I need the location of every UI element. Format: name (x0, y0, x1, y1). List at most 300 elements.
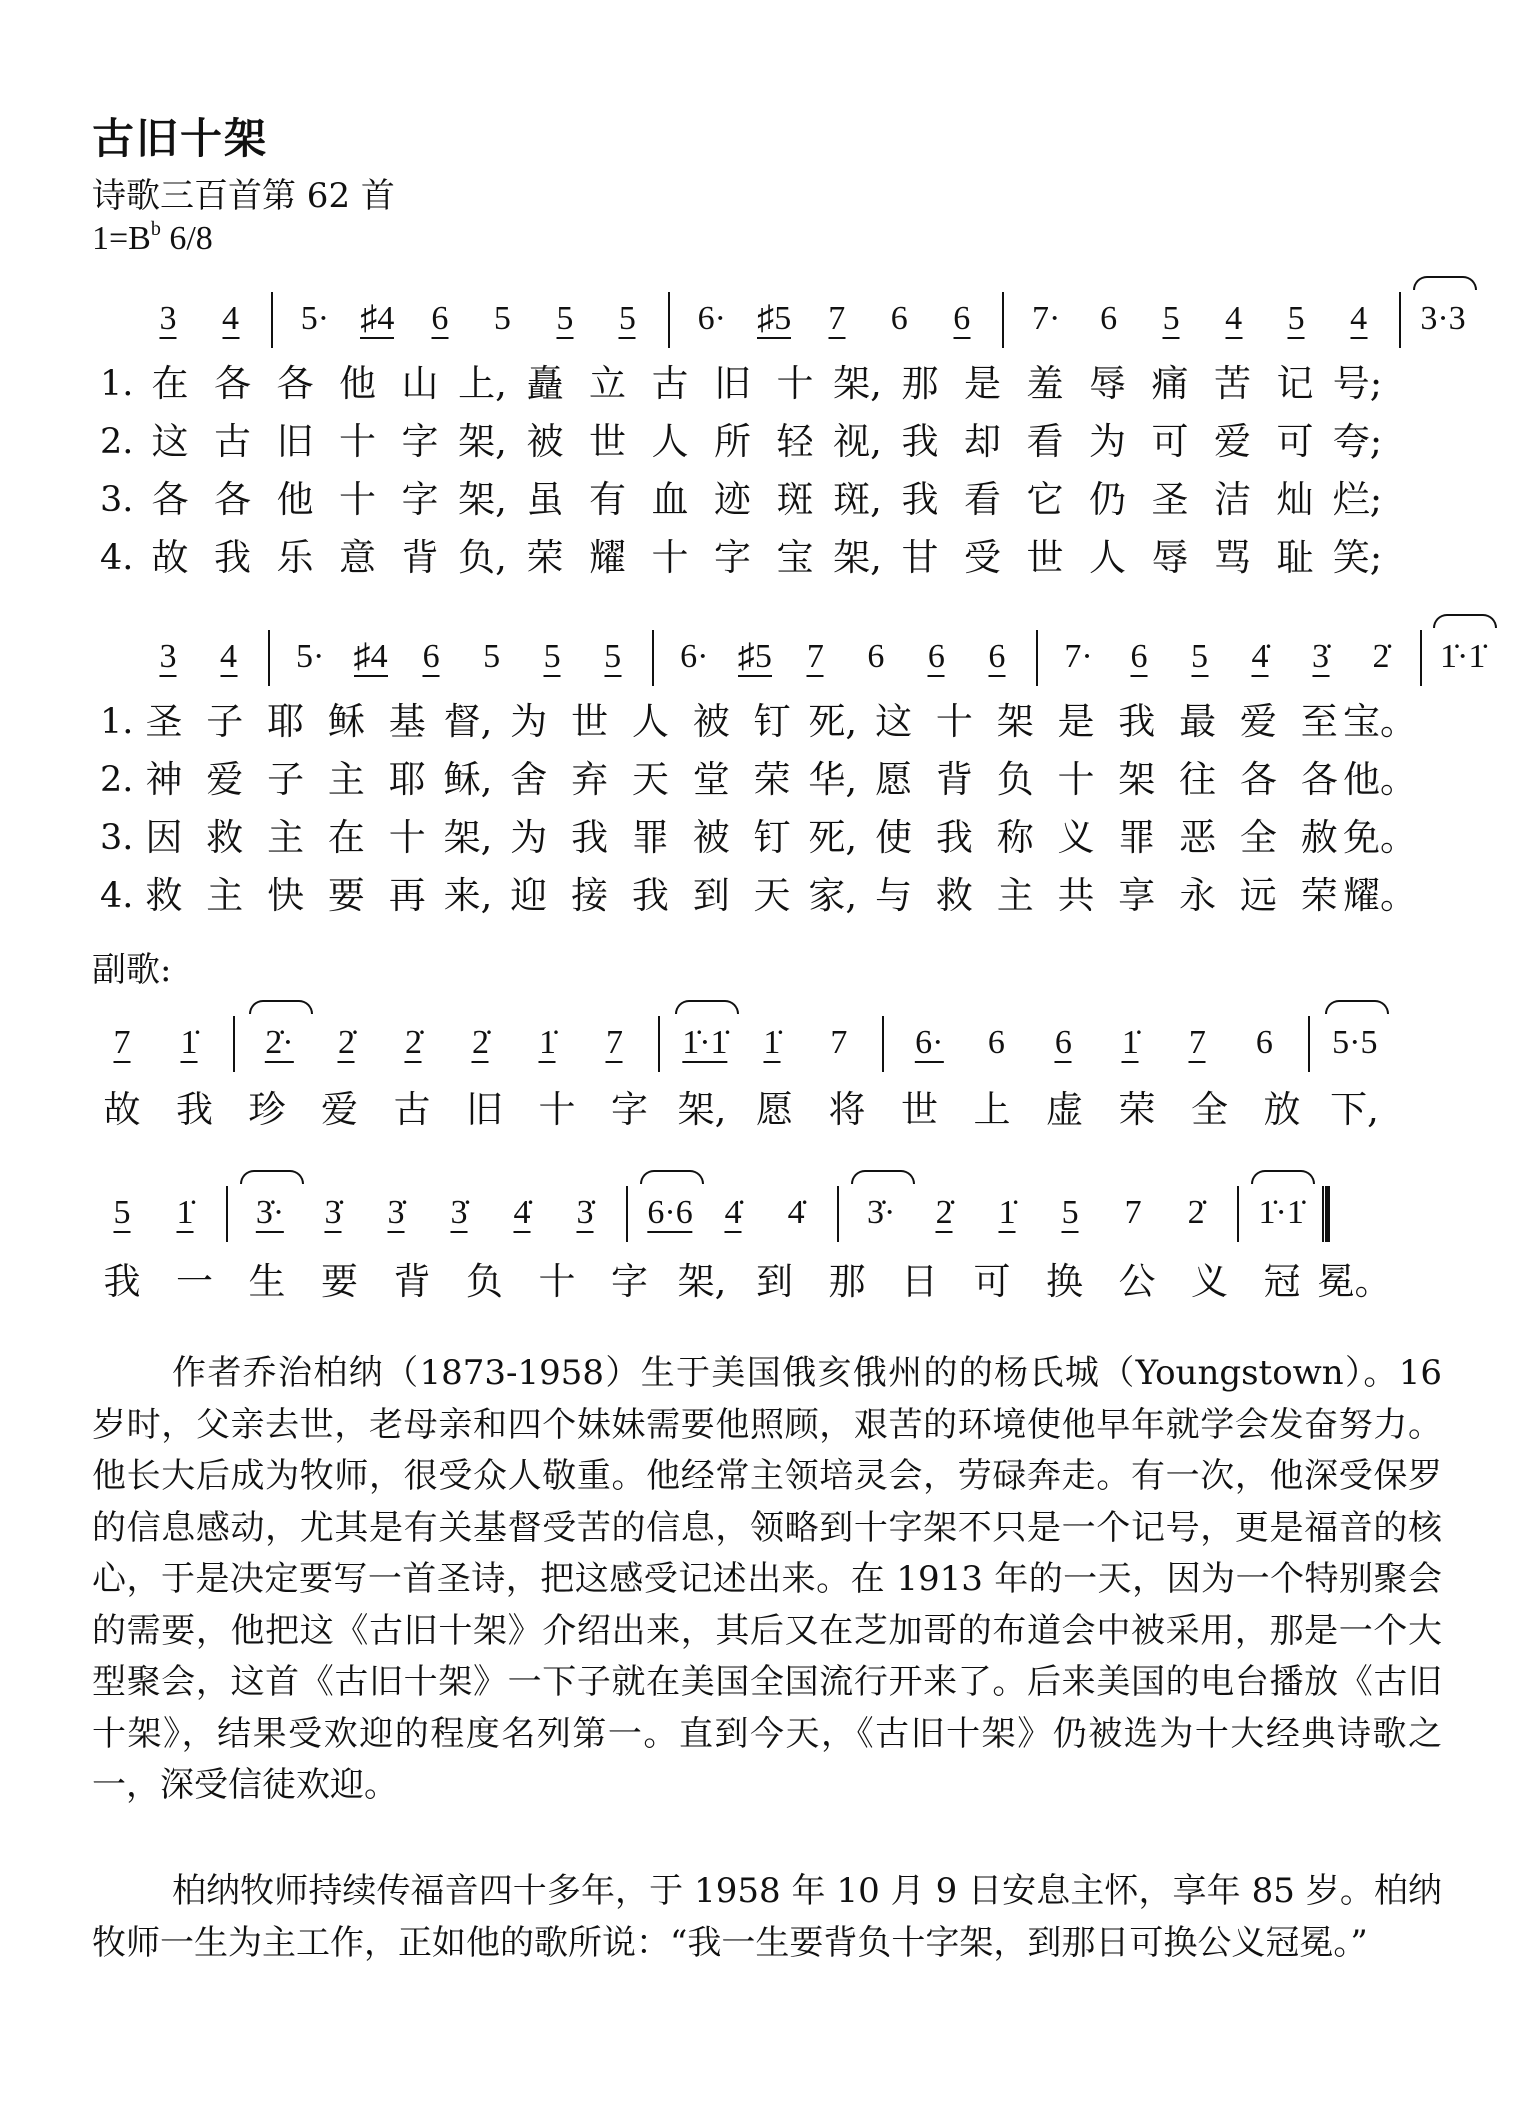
verse-3-line-2 (0, 816, 1532, 862)
lyric-syllable: 荣 (1118, 1088, 1156, 1131)
verse-2-line-2 (0, 758, 1532, 804)
lyric-syllable: 各 (214, 362, 251, 405)
tie-arc (240, 1170, 304, 1184)
note: 1̇ (176, 1194, 194, 1231)
lyric-syllable: 冠 (1263, 1260, 1301, 1303)
verse-number: 4. (100, 538, 134, 578)
note: 6 (422, 638, 440, 675)
note: 5 (1191, 638, 1209, 675)
lyric-syllable: 十 (538, 1088, 576, 1131)
lyric-syllable: 架, (833, 536, 882, 579)
lyric-syllable: 弃 (571, 758, 609, 801)
note: 3·3 (1420, 300, 1466, 337)
lyric-syllable: 死, (808, 816, 858, 859)
lyric-syllable: 各 (1239, 758, 1277, 801)
note: 2̇ (1187, 1194, 1205, 1231)
lyric-syllable: 恶 (1179, 816, 1217, 859)
lyric-syllable: 架 (1118, 758, 1156, 801)
lyric-syllable: 我 (901, 478, 939, 521)
lyric-syllable: 荣 (753, 758, 791, 801)
lyric-syllable: 山 (401, 362, 439, 405)
lyric-syllable: 来, (443, 874, 493, 917)
lyric-syllable: 救 (145, 874, 183, 917)
author-closing: 柏纳牧师持续传福音四十多年，于 1958 年 10 月 9 日安息主怀，享年 85 岁。柏纳牧师一生为主工作，正如他的歌所说：“我一生要背负十字架，到那日可换公义冠冕。” (92, 1871, 1442, 1963)
lyric-syllable: 与 (875, 874, 913, 917)
hymnal-reference: 诗歌三百首第 62 首 (92, 176, 395, 216)
lyric-syllable: 背 (393, 1260, 431, 1303)
note: 5 (1061, 1194, 1079, 1231)
lyric-syllable: 负 (466, 1260, 503, 1303)
lyric-syllable: 虽 (526, 478, 564, 521)
lyric-syllable: 我 (176, 1088, 213, 1131)
verse-number: 1. (100, 364, 134, 404)
lyric-syllable: 十 (651, 536, 689, 579)
note: 1̇·1̇ (682, 1024, 728, 1061)
lyric-syllable: 人 (1089, 536, 1126, 579)
lyric-syllable: 子 (267, 758, 305, 801)
note: 3 (159, 638, 177, 675)
note: 7· (1031, 300, 1061, 337)
verse-number: 4. (100, 876, 134, 916)
lyric-syllable: 子 (206, 700, 244, 743)
lyric-syllable: 我 (103, 1260, 141, 1303)
lyric-syllable: 我 (571, 816, 609, 859)
lyric-syllable: 字 (611, 1260, 648, 1303)
lyric-syllable: 故 (103, 1088, 141, 1131)
lyric-syllable: 羞 (1026, 362, 1064, 405)
lyric-syllable: 血 (651, 478, 689, 521)
lyric-syllable: 迎 (510, 874, 548, 917)
lyric-syllable: 公 (1118, 1260, 1156, 1303)
lyric-syllable: 人 (631, 700, 669, 743)
verse-2-line-1 (0, 420, 1532, 466)
lyric-syllable: 十 (776, 362, 814, 405)
note: ♯4 (360, 300, 395, 337)
lyric-syllable: 钉 (753, 816, 791, 859)
lyric-syllable: 世 (901, 1088, 938, 1131)
lyric-syllable: 共 (1057, 874, 1095, 917)
notation-line-2 (0, 640, 1532, 696)
bar-line (268, 630, 270, 686)
lyric-syllable: 字 (401, 420, 439, 463)
lyric-syllable: 负, (458, 536, 507, 579)
lyric-syllable: 人 (651, 420, 689, 463)
note: 7 (830, 1024, 848, 1061)
lyric-syllable: 圣 (1151, 478, 1189, 521)
lyric-syllable: 却 (964, 420, 1001, 463)
lyric-syllable: 主 (206, 874, 244, 917)
lyric-syllable: 可 (973, 1260, 1011, 1303)
verse-4-line-1 (0, 536, 1532, 582)
note: 7 (1188, 1024, 1206, 1061)
note: 3̇· (255, 1194, 285, 1231)
note: 6 (987, 1024, 1005, 1061)
verse-1-line-2 (0, 700, 1532, 746)
note: 2̇ (337, 1024, 355, 1061)
lyric-syllable: 爱 (206, 758, 244, 801)
bar-line (1399, 292, 1401, 348)
lyric-syllable: 意 (339, 536, 376, 579)
note: 5· (300, 300, 330, 337)
note: 2̇ (935, 1194, 953, 1231)
bar-line (1036, 630, 1038, 686)
note: ♯5 (757, 300, 792, 337)
note: 6 (867, 638, 885, 675)
lyric-syllable: 这 (151, 420, 189, 463)
verse-number: 3. (100, 480, 134, 520)
lyric-syllable: 主 (327, 758, 365, 801)
lyric-syllable: 往 (1179, 758, 1217, 801)
lyric-syllable: 被 (692, 816, 730, 859)
lyric-syllable: 十 (339, 478, 376, 521)
bar-line (668, 292, 670, 348)
lyric-syllable: 轻 (776, 420, 814, 463)
verse-1-line-1 (0, 362, 1532, 408)
bar-line (1002, 292, 1004, 348)
lyric-syllable: 永 (1179, 874, 1217, 917)
note: 5·5 (1332, 1024, 1378, 1061)
lyric-syllable: 圣 (145, 700, 183, 743)
lyric-syllable: 十 (339, 420, 376, 463)
lyric-syllable: 全 (1239, 816, 1277, 859)
lyric-syllable: 斑 (776, 478, 814, 521)
lyric-syllable: 一 (176, 1260, 213, 1303)
lyric-syllable: 宝 (776, 536, 814, 579)
lyric-syllable: 钉 (753, 700, 791, 743)
note: 6·6 (647, 1194, 693, 1231)
note: 7 (605, 1024, 623, 1061)
lyric-syllable: 天 (753, 874, 791, 917)
lyric-syllable: 上, (458, 362, 507, 405)
lyric-syllable: 看 (964, 478, 1001, 521)
lyric-syllable: 灿 (1276, 478, 1314, 521)
lyric-syllable: 古 (393, 1088, 431, 1131)
verse-number: 2. (100, 760, 134, 800)
lyric-syllable: 矗 (526, 362, 564, 405)
lyric-syllable: 珍 (248, 1088, 286, 1131)
note: 4 (1350, 300, 1368, 337)
note: 5 (556, 300, 574, 337)
lyric-syllable: 十 (538, 1260, 576, 1303)
bar-line (233, 1016, 235, 1072)
note: 1̇ (538, 1024, 556, 1061)
lyric-syllable: 这 (875, 700, 913, 743)
lyric-syllable: 可 (1151, 420, 1189, 463)
lyric-syllable: 华, (808, 758, 858, 801)
note: 4̇ (724, 1194, 742, 1231)
note: 5 (1162, 300, 1180, 337)
lyric-syllable: 下, (1330, 1088, 1379, 1131)
note: 4 (222, 300, 239, 337)
notation-line-1 (0, 302, 1532, 358)
lyric-syllable: 最 (1179, 700, 1217, 743)
note: 7 (828, 300, 846, 337)
lyric-syllable: 义 (1057, 816, 1095, 859)
lyric-syllable: 辱 (1089, 362, 1126, 405)
lyric-syllable: 耶 (388, 758, 426, 801)
lyric-syllable: 看 (1026, 420, 1064, 463)
tie-arc (1413, 276, 1477, 290)
lyric-syllable: 故 (151, 536, 189, 579)
lyric-syllable: 是 (964, 362, 1001, 405)
note: 4̇ (1251, 638, 1269, 675)
lyric-syllable: 稣 (327, 700, 365, 743)
note: 1̇ (180, 1024, 198, 1061)
note: 1̇ (998, 1194, 1016, 1231)
lyric-syllable: 架, (458, 478, 507, 521)
lyric-syllable: 在 (327, 816, 365, 859)
lyric-syllable: 古 (214, 420, 251, 463)
lyric-syllable: 受 (964, 536, 1001, 579)
lyric-syllable: 舍 (510, 758, 548, 801)
lyric-syllable: 那 (828, 1260, 866, 1303)
lyric-syllable: 耀。 (1343, 874, 1417, 917)
lyric-syllable: 笑; (1332, 536, 1383, 579)
note: 2̇ (404, 1024, 422, 1061)
bar-line (1237, 1186, 1239, 1242)
note: 7 (1124, 1194, 1142, 1231)
verse-number: 1. (100, 702, 134, 742)
lyric-syllable: 爱 (1214, 420, 1251, 463)
lyric-syllable: 生 (248, 1260, 286, 1303)
lyric-syllable: 立 (589, 362, 626, 405)
lyric-syllable: 被 (526, 420, 564, 463)
lyric-syllable: 再 (388, 874, 426, 917)
lyric-syllable: 荣 (526, 536, 564, 579)
lyric-syllable: 罪 (631, 816, 669, 859)
lyric-syllable: 辱 (1151, 536, 1189, 579)
lyric-syllable: 各 (151, 478, 189, 521)
note: 5· (296, 638, 325, 675)
lyric-syllable: 享 (1118, 874, 1156, 917)
note: 3̇· (866, 1194, 896, 1231)
lyric-syllable: 它 (1026, 478, 1064, 521)
note: 5 (618, 300, 636, 337)
lyric-syllable: 罪 (1118, 816, 1156, 859)
lyric-syllable: 远 (1239, 874, 1277, 917)
lyric-syllable: 所 (714, 420, 751, 463)
lyric-syllable: 我 (214, 536, 251, 579)
note: 1̇·1̇ (1440, 638, 1486, 675)
lyric-syllable: 为 (510, 700, 548, 743)
lyric-syllable: 愿 (756, 1088, 793, 1131)
lyric-syllable: 洁 (1214, 478, 1251, 521)
final-bar-line (1322, 1186, 1330, 1242)
lyric-syllable: 堂 (692, 758, 730, 801)
lyric-syllable: 救 (206, 816, 244, 859)
lyric-syllable: 架, (833, 362, 882, 405)
lyric-syllable: 字 (611, 1088, 648, 1131)
note: 6 (1130, 638, 1148, 675)
lyric-syllable: 耻 (1276, 536, 1314, 579)
lyric-syllable: 愿 (875, 758, 913, 801)
lyric-syllable: 乐 (276, 536, 314, 579)
lyric-syllable: 至 (1300, 700, 1338, 743)
lyric-syllable: 称 (996, 816, 1034, 859)
lyric-syllable: 义 (1191, 1260, 1228, 1303)
tie-arc (1433, 614, 1497, 628)
lyric-syllable: 痛 (1151, 362, 1189, 405)
lyric-syllable: 主 (267, 816, 305, 859)
lyric-syllable: 被 (692, 700, 730, 743)
lyric-syllable: 背 (401, 536, 439, 579)
note: 5 (113, 1194, 131, 1231)
bar-line (837, 1186, 839, 1242)
note: 6 (890, 300, 908, 337)
lyric-syllable: 各 (214, 478, 251, 521)
note: 2̇· (265, 1024, 294, 1061)
bar-line (658, 1016, 660, 1072)
lyric-syllable: 仍 (1089, 478, 1126, 521)
lyric-syllable: 号; (1332, 362, 1383, 405)
lyric-syllable: 耶 (267, 700, 305, 743)
note: 6 (988, 638, 1006, 675)
lyric-syllable: 十 (1057, 758, 1095, 801)
lyric-syllable: 荣 (1300, 874, 1338, 917)
lyric-syllable: 为 (510, 816, 548, 859)
lyric-syllable: 督, (443, 700, 493, 743)
lyric-syllable: 各 (1300, 758, 1338, 801)
note: 6 (1054, 1024, 1072, 1061)
lyric-syllable: 旧 (714, 362, 751, 405)
lyric-syllable: 甘 (901, 536, 939, 579)
lyric-syllable: 天 (631, 758, 669, 801)
lyric-syllable: 宝。 (1343, 700, 1417, 743)
lyric-syllable: 在 (151, 362, 189, 405)
lyric-syllable: 快 (267, 874, 305, 917)
lyric-syllable: 背 (935, 758, 973, 801)
lyric-syllable: 神 (145, 758, 183, 801)
verse-number: 2. (100, 422, 134, 462)
lyric-syllable: 骂 (1214, 536, 1251, 579)
note: 2̇ (471, 1024, 489, 1061)
note: 3̇ (576, 1194, 594, 1231)
lyric-syllable: 到 (756, 1260, 793, 1303)
tie-arc (640, 1170, 704, 1184)
lyric-syllable: 字 (401, 478, 439, 521)
lyric-syllable: 世 (1026, 536, 1064, 579)
note: 6 (1100, 300, 1118, 337)
lyric-syllable: 冕。 (1317, 1260, 1392, 1303)
lyric-syllable: 将 (828, 1088, 866, 1131)
bar-line (626, 1186, 628, 1242)
bar-line (1420, 630, 1422, 686)
bar-line (271, 292, 273, 348)
chorus-lyrics-line-1 (0, 1088, 1532, 1134)
bar-line (226, 1186, 228, 1242)
lyric-syllable: 主 (996, 874, 1034, 917)
chorus-notation-line-2 (0, 1196, 1532, 1252)
lyric-syllable: 世 (571, 700, 609, 743)
lyric-syllable: 爱 (321, 1088, 358, 1131)
song-title: 古旧十架 (92, 114, 269, 163)
lyric-syllable: 救 (935, 874, 973, 917)
lyric-syllable: 我 (631, 874, 669, 917)
note: ♯4 (353, 638, 388, 675)
note: 3̇ (387, 1194, 405, 1231)
lyric-syllable: 赦 (1300, 816, 1338, 859)
note: 1̇·1̇ (1258, 1194, 1304, 1231)
lyric-syllable: 迹 (714, 478, 751, 521)
note: 1̇ (1121, 1024, 1139, 1061)
lyric-syllable: 基 (388, 700, 426, 743)
lyric-syllable: 旧 (276, 420, 314, 463)
note: 3̇ (450, 1194, 468, 1231)
lyric-syllable: 架, (458, 420, 507, 463)
key-signature: $1=B^b$ 6/8 (92, 218, 213, 257)
lyric-syllable: 要 (327, 874, 365, 917)
lyric-syllable: 虚 (1046, 1088, 1083, 1131)
note: 6 (431, 300, 449, 337)
lyric-syllable: 架 (996, 700, 1034, 743)
note: 6 (927, 638, 945, 675)
lyric-syllable: 他 (339, 362, 376, 405)
lyric-syllable: 可 (1276, 420, 1314, 463)
bar-line (882, 1016, 884, 1072)
lyric-syllable: 家, (808, 874, 858, 917)
verse-4-line-2 (0, 874, 1532, 920)
note: 4 (220, 638, 237, 675)
note: 5 (543, 638, 561, 675)
note: 5 (483, 638, 501, 675)
lyric-syllable: 上 (973, 1088, 1011, 1131)
note: 4̇ (513, 1194, 531, 1231)
lyric-syllable: 架, (443, 816, 493, 859)
lyric-syllable: 他。 (1343, 758, 1417, 801)
bar-line (652, 630, 654, 686)
lyric-syllable: 免。 (1343, 816, 1417, 859)
bar-line (1308, 1016, 1310, 1072)
lyric-syllable: 负 (996, 758, 1034, 801)
tie-arc (1251, 1170, 1315, 1184)
note: 5 (604, 638, 622, 675)
chorus-notation-line-1 (0, 1026, 1532, 1082)
lyric-syllable: 要 (321, 1260, 358, 1303)
lyric-syllable: 耀 (589, 536, 626, 579)
author-biography: 作者乔治柏纳（1873-1958）生于美国俄亥俄州的的杨氏城（Youngstown）。16 岁时，父亲去世，老母亲和四个妹妹需要他照顾，艰苦的环境使他早年就学会发奋努力。他长大后成为牧师，很受众人敬重。他经常主领培灵会，劳碌奔走。有一次，他深受保罗的信息感动，尤其是有关基督受苦的信息，领略到十字架不只是一个记号，更是福音的核心，于是决定要写一首圣诗，把这感受记述出来。在 1913 年的一天，因为一个特别聚会的需要，他把这《古旧十架》介绍出来，其后又在芝加哥的布道会中被采用，那是一个大型聚会，这首《古旧十架》一下子就在美国全国流行开来了。后来美国的电台播放《古旧十架》，结果受欢迎的程度名列第一。直到今天，《古旧十架》仍被选为十大经典诗歌之一，深受信徒欢迎。 (92, 1353, 1442, 1805)
lyric-syllable: 苦 (1214, 362, 1251, 405)
verse-number: 3. (100, 818, 134, 858)
note: 7 (113, 1024, 131, 1061)
lyric-syllable: 视, (833, 420, 882, 463)
lyric-syllable: 十 (388, 816, 426, 859)
tie-arc (675, 1000, 739, 1014)
lyric-syllable: 放 (1263, 1088, 1301, 1131)
lyric-syllable: 十 (935, 700, 973, 743)
note: ♯5 (737, 638, 772, 675)
lyric-syllable: 各 (276, 362, 314, 405)
lyric-syllable: 我 (935, 816, 973, 859)
lyric-syllable: 换 (1046, 1260, 1083, 1303)
note: 6 (1255, 1024, 1273, 1061)
lyric-syllable: 记 (1276, 362, 1314, 405)
lyric-syllable: 烂; (1332, 478, 1383, 521)
chorus-lyrics-line-2 (0, 1260, 1532, 1306)
lyric-syllable: 为 (1089, 420, 1126, 463)
lyric-syllable: 日 (901, 1260, 938, 1303)
lyric-syllable: 使 (875, 816, 913, 859)
note: 7 (806, 638, 824, 675)
note: 4 (1225, 300, 1243, 337)
note: 6 (953, 300, 971, 337)
lyric-syllable: 全 (1191, 1088, 1228, 1131)
note: 2̇ (1372, 638, 1390, 675)
note: 6· (680, 638, 709, 675)
lyric-syllable: 到 (692, 874, 730, 917)
lyric-syllable: 那 (901, 362, 939, 405)
lyric-syllable: 是 (1057, 700, 1095, 743)
note: 3̇ (1312, 638, 1330, 675)
